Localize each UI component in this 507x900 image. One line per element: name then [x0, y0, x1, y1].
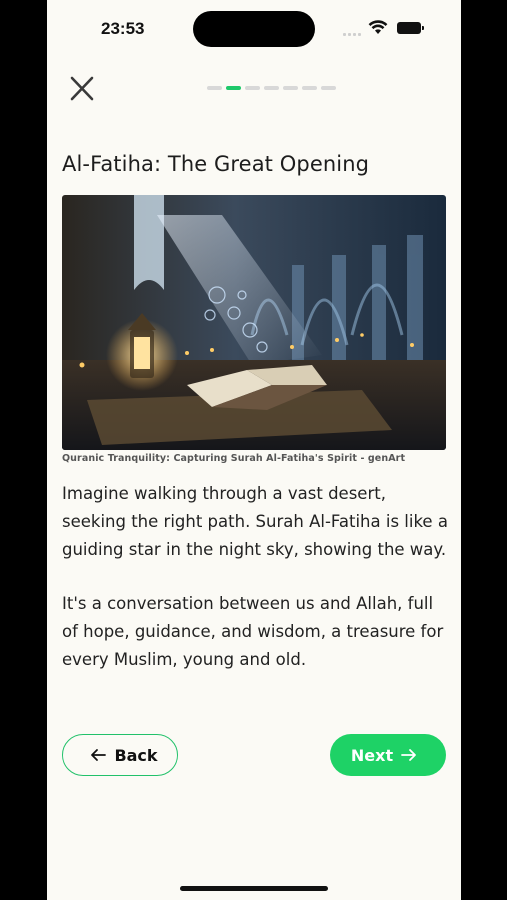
- arrow-right-icon: [401, 748, 417, 762]
- close-icon: [67, 74, 97, 104]
- progress-step: [226, 86, 241, 90]
- lesson-title: Al-Fatiha: The Great Opening: [62, 152, 370, 176]
- progress-step: [321, 86, 336, 90]
- arrow-left-icon: [90, 748, 106, 762]
- cellular-signal-icon: [343, 30, 363, 36]
- lesson-paragraph: It's a conversation between us and Allah, full of hope, guidance, and wisdom, a treasure for every Muslim, young and old.: [62, 594, 444, 669]
- lesson-progress: [207, 86, 341, 90]
- status-time: 23:53: [101, 19, 145, 38]
- back-button-label: Back: [114, 745, 158, 765]
- progress-step: [207, 86, 222, 90]
- progress-step: [245, 86, 260, 90]
- image-caption: Quranic Tranquility: Capturing Surah Al-Fatiha's Spirit - genArt: [62, 453, 406, 464]
- lesson-paragraph: Imagine walking through a vast desert, seeking the right path. Surah Al-Fatiha is like a guiding star in the night sky, showing the way.: [62, 484, 448, 559]
- next-button[interactable]: [330, 734, 446, 776]
- back-button[interactable]: [62, 734, 178, 776]
- progress-step: [302, 86, 317, 90]
- dynamic-island: [193, 11, 315, 47]
- app-screen: [47, 0, 461, 900]
- close-button[interactable]: [67, 74, 97, 104]
- home-indicator: [180, 886, 328, 891]
- wifi-icon: [368, 19, 388, 35]
- next-button-label: Next: [350, 745, 394, 765]
- progress-step: [283, 86, 298, 90]
- battery-icon: [397, 22, 421, 34]
- progress-step: [264, 86, 279, 90]
- lesson-image: [62, 195, 446, 450]
- status-bar: [47, 0, 461, 58]
